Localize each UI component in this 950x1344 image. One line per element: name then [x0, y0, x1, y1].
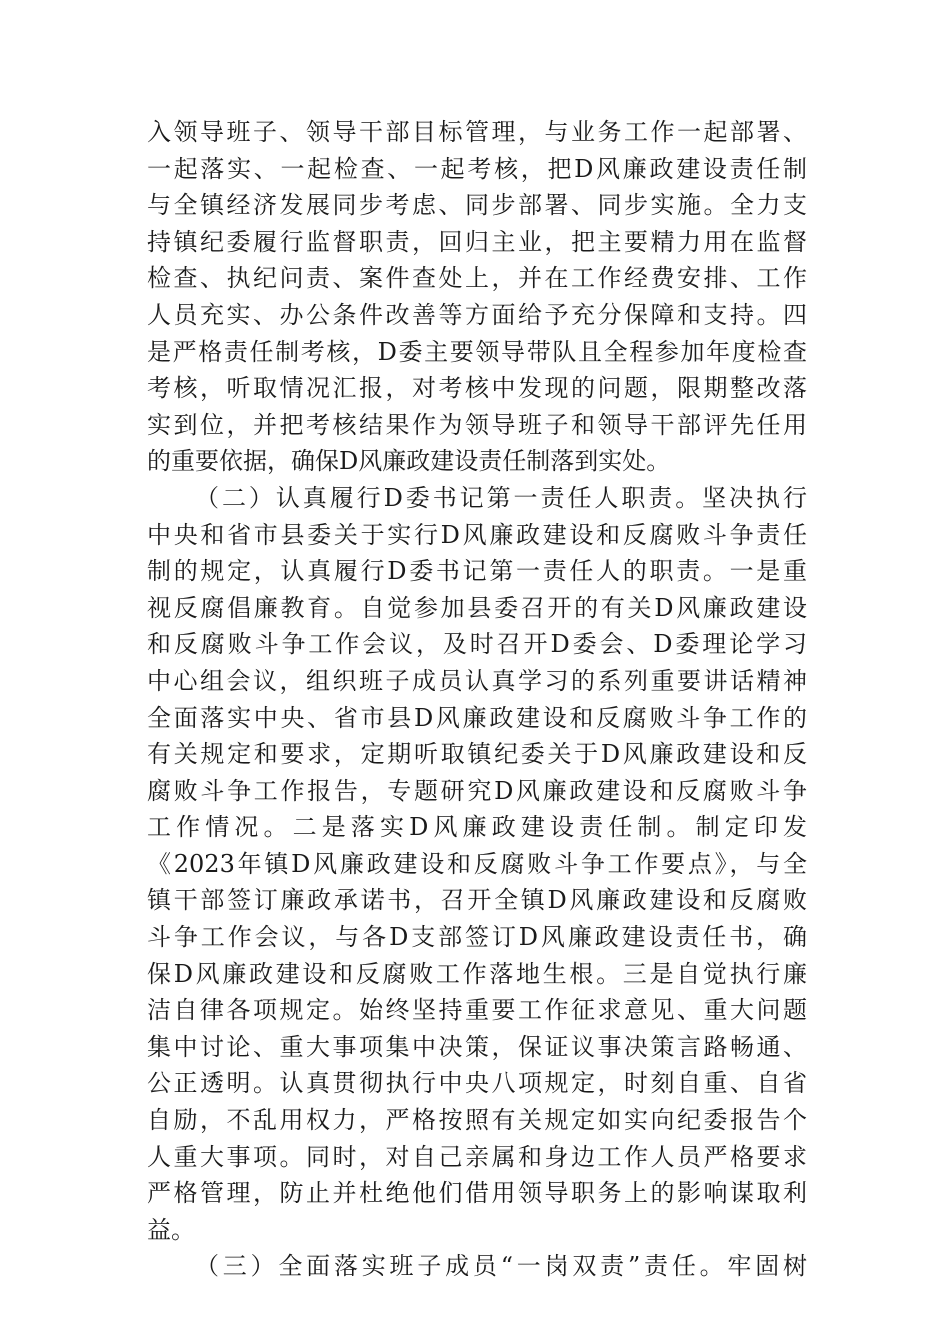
document-body [147, 114, 807, 1285]
text-line: 视反腐倡廉教育。自觉参加县委召开的有关D风廉政建设 [147, 593, 807, 622]
text-line: 人员充实、办公条件改善等方面给予充分保障和支持。四 [147, 300, 807, 329]
text-line: 和反腐败斗争工作会议，及时召开D委会、D委理论学习 [147, 630, 807, 659]
text-line: 腐败斗争工作报告，专题研究D风廉政建设和反腐败斗争 [147, 776, 807, 805]
text-line: 益。 [147, 1215, 195, 1244]
text-line: 与全镇经济发展同步考虑、同步部署、同步实施。全力支 [147, 191, 807, 220]
text-line: 《2023年镇D风廉政建设和反腐败斗争工作要点》，与全 [147, 849, 807, 878]
text-line: 是严格责任制考核，D委主要领导带队且全程参加年度检查 [147, 337, 807, 366]
text-line: 持镇纪委履行监督职责，回归主业，把主要精力用在监督 [147, 227, 807, 256]
text-line: 的重要依据，确保D风廉政建设责任制落到实处。 [147, 447, 671, 476]
text-line: 斗争工作会议，与各D支部签订D风廉政建设责任书，确 [147, 923, 807, 952]
text-line: 入领导班子、领导干部目标管理，与业务工作一起部署、 [147, 118, 807, 146]
text-line: （三）全面落实班子成员“一岗双责”责任。牢固树 [195, 1252, 807, 1281]
text-line: 中心组会议，组织班子成员认真学习的系列重要讲话精神 [147, 666, 807, 695]
text-line: 有关规定和要求，定期听取镇纪委关于D风廉政建设和反 [147, 740, 807, 769]
text-line: 一起落实、一起检查、一起考核，把D风廉政建设责任制 [147, 154, 807, 183]
text-line: 保D风廉政建设和反腐败工作落地生根。三是自觉执行廉 [147, 959, 807, 988]
text-line: 制的规定，认真履行D委书记第一责任人的职责。一是重 [147, 557, 807, 586]
text-line: 洁自律各项规定。始终坚持重要工作征求意见、重大问题 [147, 996, 807, 1025]
text-line: （二）认真履行D委书记第一责任人职责。坚决执行 [195, 483, 807, 512]
text-line: 工作情况。二是落实D风廉政建设责任制。制定印发 [147, 813, 807, 842]
text-line: 检查、执纪问责、案件查处上，并在工作经费安排、工作 [147, 264, 807, 293]
text-line: 中央和省市县委关于实行D风廉政建设和反腐败斗争责任 [147, 520, 807, 549]
text-line: 人重大事项。同时，对自己亲属和身边工作人员严格要求 [147, 1142, 807, 1171]
text-line: 集中讨论、重大事项集中决策，保证议事决策言路畅通、 [147, 1032, 807, 1061]
text-line: 考核，听取情况汇报，对考核中发现的问题，限期整改落 [147, 374, 807, 403]
text-line: 自励，不乱用权力，严格按照有关规定如实向纪委报告个 [147, 1106, 807, 1135]
text-line: 公正透明。认真贯彻执行中央八项规定，时刻自重、自省 [147, 1069, 807, 1098]
text-line: 严格管理，防止并杜绝他们借用领导职务上的影响谋取利 [147, 1179, 807, 1208]
text-line: 全面落实中央、省市县D风廉政建设和反腐败斗争工作的 [147, 703, 807, 732]
text-line: 实到位，并把考核结果作为领导班子和领导干部评先任用 [147, 410, 807, 439]
text-line: 镇干部签订廉政承诺书，召开全镇D风廉政建设和反腐败 [147, 886, 807, 915]
